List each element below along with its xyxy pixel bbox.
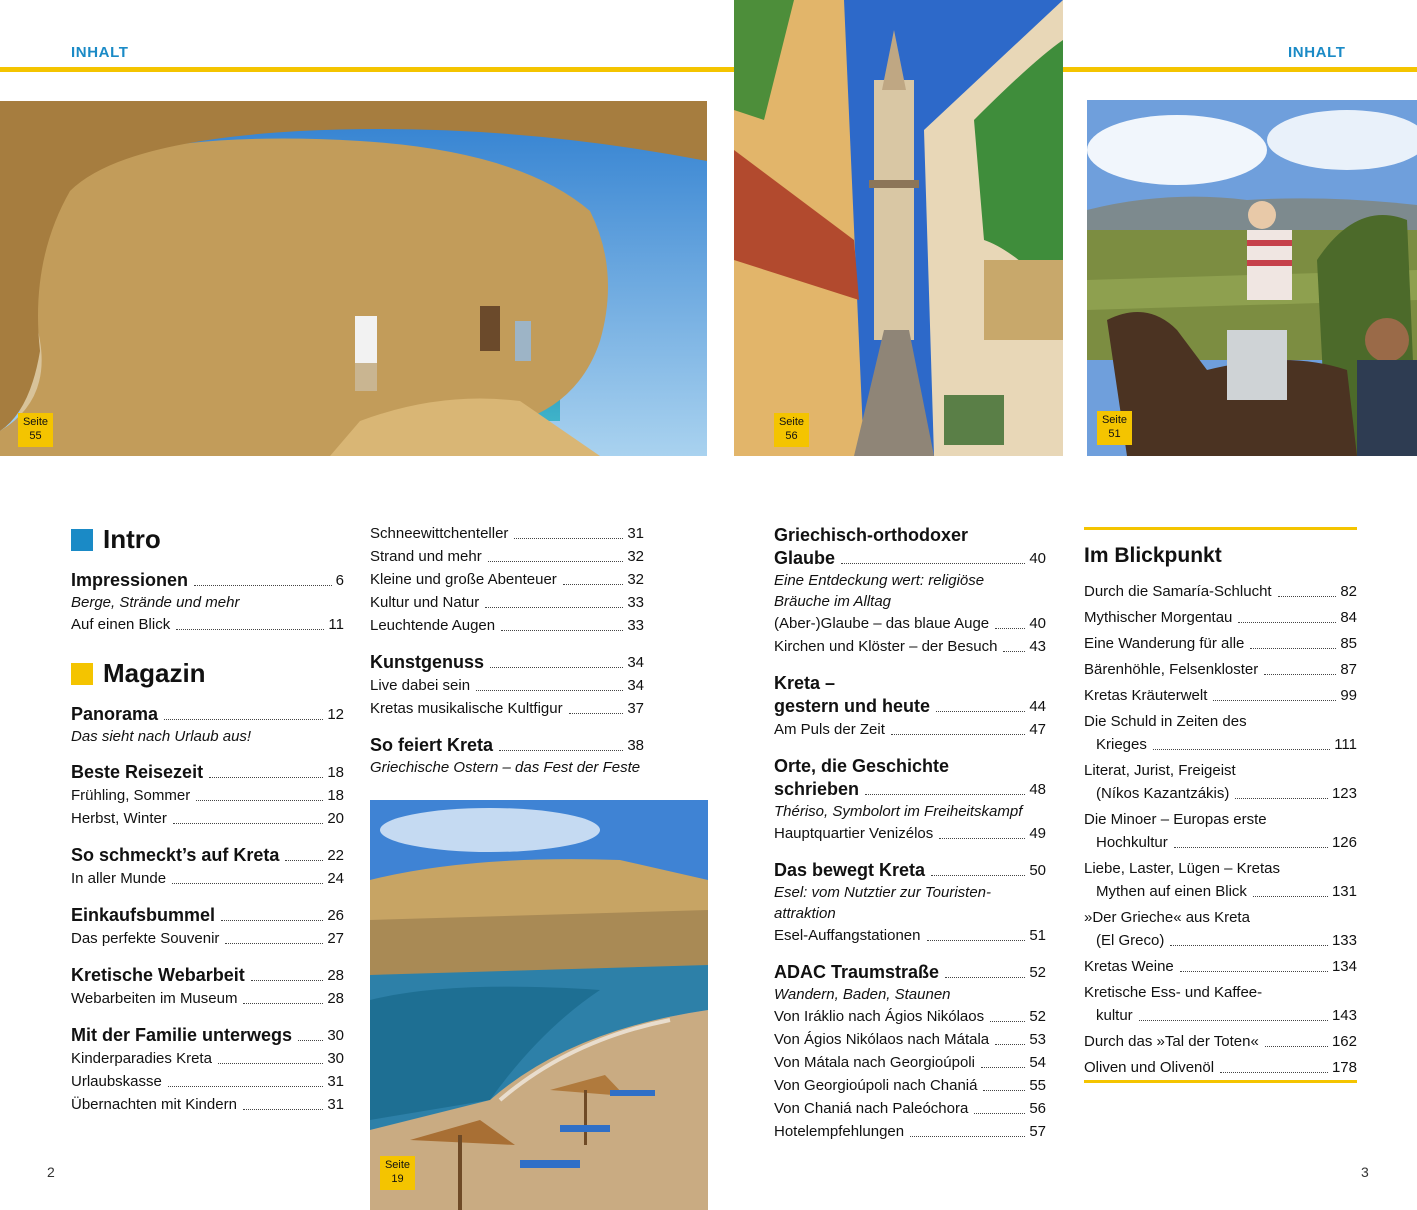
toc-page: 31 — [627, 525, 644, 542]
toc-page: 31 — [327, 1096, 344, 1113]
leader-dots — [490, 667, 623, 668]
toc-label: Oliven und Olivenöl — [1084, 1059, 1215, 1076]
bp-entry-schuld[interactable] — [1084, 733, 1357, 756]
toc-entry-puls[interactable] — [774, 718, 1046, 741]
section-title-magazin: Magazin — [103, 658, 206, 688]
toc-entry-abenteuer[interactable] — [370, 568, 644, 591]
page-tag-word: Seite — [778, 416, 805, 428]
toc-page: 40 — [1029, 550, 1046, 567]
page-tag-55 — [18, 413, 53, 447]
toc-entry-familie[interactable] — [71, 1024, 344, 1047]
toc-label-line1: Kreta – — [774, 673, 836, 693]
leader-dots — [936, 711, 1025, 712]
toc-label: Das bewegt Kreta — [774, 860, 926, 880]
page-tag-word: Seite — [384, 1159, 411, 1171]
toc-page: 28 — [327, 990, 344, 1007]
toc-subtitle: Eine Entdeckung wert: religiöse — [774, 572, 985, 589]
bp-entry-literat[interactable] — [1084, 782, 1357, 805]
toc-entry-route-1[interactable] — [774, 1005, 1046, 1028]
leader-dots — [225, 943, 323, 944]
toc-label: Urlaubskasse — [71, 1073, 162, 1090]
toc-label: Durch die Samaría-Schlucht — [1084, 583, 1272, 600]
toc-label: ADAC Traumstraße — [774, 962, 940, 982]
toc-label: Das perfekte Souvenir — [71, 930, 220, 947]
toc-page: 178 — [1331, 1059, 1357, 1076]
toc-entry-uebernachten[interactable] — [71, 1093, 344, 1116]
photo-beach-illustration — [370, 800, 708, 1210]
toc-page: 32 — [627, 571, 644, 588]
toc-column-2 — [370, 522, 644, 792]
toc-entry-live[interactable] — [370, 674, 644, 697]
toc-label: Hochkultur — [1096, 834, 1168, 851]
toc-label: Kunstgenuss — [370, 652, 485, 672]
toc-label: Strand und mehr — [370, 548, 482, 565]
bp-entry-toten[interactable] — [1084, 1030, 1357, 1053]
toc-page: 30 — [327, 1050, 344, 1067]
photo-cave-beach[interactable] — [0, 101, 707, 456]
toc-group-familie — [71, 1024, 344, 1116]
toc-subtitle: Das sieht nach Urlaub aus! — [71, 728, 252, 745]
leader-dots — [476, 690, 623, 691]
toc-page: 44 — [1029, 698, 1046, 715]
page-tag-number: 56 — [785, 430, 798, 442]
toc-page: 133 — [1331, 932, 1357, 949]
toc-entry-route-2[interactable] — [774, 1028, 1046, 1051]
leader-dots — [865, 794, 1025, 795]
toc-label: kultur — [1096, 1007, 1133, 1024]
toc-entry-kunstgenuss[interactable] — [370, 651, 644, 674]
toc-entry-esel[interactable] — [774, 924, 1046, 947]
toc-group-orte — [774, 755, 1046, 845]
toc-page: 31 — [327, 1073, 344, 1090]
page-tag-word: Seite — [1101, 414, 1128, 426]
bp-label-line1: Liebe, Laster, Lügen – Kretas — [1084, 860, 1280, 877]
leader-dots — [488, 561, 624, 562]
toc-label: Auf einen Blick — [71, 616, 171, 633]
leader-dots — [514, 538, 623, 539]
toc-label: Panorama — [71, 704, 159, 724]
leader-dots — [209, 777, 323, 778]
toc-entry-einkauf[interactable] — [71, 904, 344, 927]
toc-group-impressionen — [71, 569, 344, 636]
toc-label: Kirchen und Klöster – der Besuch — [774, 638, 998, 655]
toc-label: Hauptquartier Venizélos — [774, 825, 934, 842]
toc-label: Mit der Familie unterwegs — [71, 1025, 293, 1045]
toc-label: gestern und heute — [774, 696, 931, 716]
page-tag-51 — [1097, 411, 1132, 445]
leader-dots — [939, 838, 1025, 839]
leader-dots — [221, 920, 323, 921]
toc-page: 37 — [627, 700, 644, 717]
leader-dots — [1278, 596, 1337, 597]
toc-page: 123 — [1331, 785, 1357, 802]
toc-entry-hotel[interactable] — [774, 1120, 1046, 1143]
toc-page: 87 — [1340, 661, 1357, 678]
leader-dots — [298, 1040, 323, 1041]
leader-dots — [1180, 971, 1328, 972]
toc-page: 28 — [327, 967, 344, 984]
leader-dots — [1213, 700, 1336, 701]
photo-chania-street[interactable] — [734, 0, 1063, 456]
leader-dots — [485, 607, 623, 608]
leader-dots — [1170, 945, 1328, 946]
toc-entry-orte[interactable] — [774, 778, 1046, 801]
toc-label-line1: Orte, die Geschichte — [774, 756, 950, 776]
toc-entry-augen[interactable] — [370, 614, 644, 637]
toc-entry-webarbeit[interactable] — [71, 964, 344, 987]
bp-entry-oliven[interactable] — [1084, 1056, 1357, 1079]
page-number-left: 2 — [47, 1164, 55, 1180]
bp-label-line1: Die Minoer – Europas erste — [1084, 811, 1267, 828]
leader-dots — [841, 563, 1025, 564]
toc-group-reisezeit — [71, 761, 344, 830]
toc-label: So feiert Kreta — [370, 735, 494, 755]
bp-entry-minoer[interactable] — [1084, 831, 1357, 854]
leader-dots — [927, 940, 1026, 941]
bp-entry-wanderung[interactable] — [1084, 632, 1357, 655]
page-tag-number: 51 — [1108, 428, 1121, 440]
toc-group-webarbeit — [71, 964, 344, 1010]
leader-dots — [243, 1109, 323, 1110]
bp-label-line1: Literat, Jurist, Freigeist — [1084, 762, 1236, 779]
leader-dots — [1264, 674, 1336, 675]
toc-entry-kreta[interactable] — [774, 695, 1046, 718]
toc-entry-blick[interactable] — [71, 613, 344, 636]
toc-label: Kretas musikalische Kultfigur — [370, 700, 563, 717]
toc-group-einkauf — [71, 904, 344, 950]
leader-dots — [563, 584, 624, 585]
toc-page: 134 — [1331, 958, 1357, 975]
toc-page: 34 — [627, 677, 644, 694]
toc-label: Von Iráklio nach Ágios Nikólaos — [774, 1008, 985, 1025]
leader-dots — [251, 980, 324, 981]
toc-label: Live dabei sein — [370, 677, 471, 694]
toc-label: Kretische Webarbeit — [71, 965, 245, 985]
header-rule-right — [1063, 67, 1417, 72]
toc-page: 43 — [1029, 638, 1046, 655]
bp-entry-baerenhoehle[interactable] — [1084, 658, 1357, 681]
leader-dots — [164, 719, 323, 720]
toc-group-feiert — [370, 734, 644, 778]
running-header-left: INHALT — [71, 44, 129, 61]
bp-entry-greco[interactable] — [1084, 929, 1357, 952]
toc-label: Kinderparadies Kreta — [71, 1050, 212, 1067]
toc-label: Impressionen — [71, 570, 189, 590]
toc-label: Am Puls der Zeit — [774, 721, 885, 738]
toc-label: Mythen auf einen Blick — [1096, 883, 1247, 900]
toc-entry-feiert[interactable] — [370, 734, 644, 757]
toc-page: 50 — [1029, 862, 1046, 879]
toc-entry-kultfigur[interactable] — [370, 697, 644, 720]
toc-entry-schmeckt[interactable] — [71, 844, 344, 867]
toc-entry-hauptquartier[interactable] — [774, 822, 1046, 845]
toc-page: 55 — [1029, 1077, 1046, 1094]
leader-dots — [891, 734, 1025, 735]
toc-page: 33 — [627, 617, 644, 634]
magazin-square-icon — [71, 663, 93, 685]
toc-label: Eine Wanderung für alle — [1084, 635, 1245, 652]
bp-label-line1: Kretische Ess- und Kaffee- — [1084, 984, 1263, 1001]
toc-page: 30 — [327, 1027, 344, 1044]
toc-entry-schneewittchen[interactable] — [370, 522, 644, 545]
page-tag-56 — [774, 413, 809, 447]
leader-dots — [168, 1086, 323, 1087]
toc-page: 40 — [1029, 615, 1046, 632]
toc-group-schmeckt — [71, 844, 344, 890]
bp-label-line1: Die Schuld in Zeiten des — [1084, 713, 1247, 730]
bp-entry-kaffee[interactable] — [1084, 1004, 1357, 1027]
leader-dots — [172, 883, 323, 884]
bp-entry-samaria[interactable] — [1084, 580, 1357, 603]
toc-entry-orthodox[interactable] — [774, 547, 1046, 570]
toc-entry-herbst[interactable] — [71, 807, 344, 830]
leader-dots — [501, 630, 623, 631]
toc-group-schneewittchen — [370, 522, 644, 637]
toc-page: 38 — [627, 737, 644, 754]
toc-page: 84 — [1340, 609, 1357, 626]
toc-page: 131 — [1331, 883, 1357, 900]
leader-dots — [196, 800, 323, 801]
toc-group-adac — [774, 961, 1046, 1143]
toc-entry-kultur[interactable] — [370, 591, 644, 614]
leader-dots — [910, 1136, 1025, 1137]
toc-column-1 — [71, 524, 344, 1130]
toc-entry-munde[interactable] — [71, 867, 344, 890]
leader-dots — [995, 1044, 1025, 1045]
toc-subtitle: Wandern, Baden, Staunen — [774, 986, 951, 1003]
toc-label: Kleine und große Abenteuer — [370, 571, 557, 588]
toc-entry-panorama[interactable] — [71, 703, 344, 726]
page-tag-number: 19 — [391, 1173, 404, 1185]
toc-entry-museum[interactable] — [71, 987, 344, 1010]
toc-subtitle: Griechische Ostern – das Fest der Feste — [370, 759, 641, 776]
toc-entry-route-4[interactable] — [774, 1074, 1046, 1097]
page-tag-19 — [380, 1156, 415, 1190]
toc-label: schrieben — [774, 779, 860, 799]
header-rule-left — [0, 67, 734, 72]
leader-dots — [1153, 749, 1330, 750]
section-magazin — [71, 658, 344, 689]
leader-dots — [990, 1021, 1025, 1022]
toc-entry-urlaubskasse[interactable] — [71, 1070, 344, 1093]
toc-entry-kinderparadies[interactable] — [71, 1047, 344, 1070]
photo-boy-on-donkey[interactable] — [1087, 100, 1417, 456]
leader-dots — [173, 823, 323, 824]
blickpunkt-title: Im Blickpunkt — [1084, 544, 1222, 567]
toc-label: Schneewittchenteller — [370, 525, 509, 542]
toc-label: Glaube — [774, 548, 836, 568]
toc-page: 143 — [1331, 1007, 1357, 1024]
toc-column-3 — [774, 524, 1046, 1157]
toc-entry-route-3[interactable] — [774, 1051, 1046, 1074]
toc-label: In aller Munde — [71, 870, 167, 887]
toc-subtitle: Bräuche im Alltag — [774, 593, 891, 610]
toc-page: 18 — [327, 787, 344, 804]
toc-label: Von Georgioúpoli nach Chaniá — [774, 1077, 978, 1094]
bp-entry-weine[interactable] — [1084, 955, 1357, 978]
toc-label: Esel-Auffangstationen — [774, 927, 921, 944]
toc-page: 20 — [327, 810, 344, 827]
leader-dots — [945, 977, 1025, 978]
toc-label: Bärenhöhle, Felsenkloster — [1084, 661, 1259, 678]
toc-entry-bewegt[interactable] — [774, 859, 1046, 882]
toc-label: Kretas Kräuterwelt — [1084, 687, 1208, 704]
toc-group-bewegt — [774, 859, 1046, 947]
page-number-right: 3 — [1361, 1164, 1369, 1180]
leader-dots — [499, 750, 623, 751]
toc-label: Krieges — [1096, 736, 1147, 753]
leader-dots — [983, 1090, 1025, 1091]
toc-page: 47 — [1029, 721, 1046, 738]
toc-page: 11 — [328, 616, 344, 633]
toc-label: Übernachten mit Kindern — [71, 1096, 237, 1113]
toc-page: 111 — [1334, 736, 1357, 753]
toc-label: Leuchtende Augen — [370, 617, 496, 634]
toc-page: 18 — [327, 764, 344, 781]
toc-subtitle: Berge, Strände und mehr — [71, 594, 240, 611]
bp-entry-kraeuter[interactable] — [1084, 684, 1357, 707]
section-intro — [71, 524, 344, 555]
toc-page: 82 — [1340, 583, 1357, 600]
toc-group-kreta — [774, 672, 1046, 741]
photo-matala-beach[interactable] — [370, 800, 708, 1210]
toc-page: 49 — [1029, 825, 1046, 842]
toc-group-orthodox — [774, 524, 1046, 658]
toc-page: 24 — [327, 870, 344, 887]
toc-page: 54 — [1029, 1054, 1046, 1071]
leader-dots — [981, 1067, 1025, 1068]
toc-label: Von Chaniá nach Paleóchora — [774, 1100, 969, 1117]
photo-street-illustration — [734, 0, 1063, 456]
toc-label: Webarbeiten im Museum — [71, 990, 238, 1007]
toc-page: 34 — [627, 654, 644, 671]
leader-dots — [1220, 1072, 1328, 1073]
section-title-intro: Intro — [103, 524, 161, 554]
leader-dots — [569, 713, 624, 714]
toc-label: (Aber-)Glaube – das blaue Auge — [774, 615, 990, 632]
toc-label: Hotelempfehlungen — [774, 1123, 905, 1140]
toc-page: 12 — [327, 706, 344, 723]
photo-donkey-illustration — [1087, 100, 1417, 456]
toc-label: (El Greco) — [1096, 932, 1165, 949]
leader-dots — [1250, 648, 1336, 649]
bp-label-line1: »Der Grieche« aus Kreta — [1084, 909, 1250, 926]
toc-label: Herbst, Winter — [71, 810, 167, 827]
toc-page: 22 — [327, 847, 344, 864]
toc-page: 85 — [1340, 635, 1357, 652]
toc-label-line1: Griechisch-orthodoxer — [774, 525, 969, 545]
toc-entry-adac[interactable] — [774, 961, 1046, 984]
leader-dots — [176, 629, 324, 630]
toc-page: 52 — [1029, 1008, 1046, 1025]
toc-entry-fruehling[interactable] — [71, 784, 344, 807]
toc-subtitle: Esel: vom Nutztier zur Touristen- — [774, 884, 992, 901]
toc-page: 48 — [1029, 781, 1046, 798]
leader-dots — [194, 585, 332, 586]
toc-page: 53 — [1029, 1031, 1046, 1048]
toc-page: 126 — [1331, 834, 1357, 851]
blickpunkt-box — [1084, 527, 1357, 1082]
toc-entry-kirchen[interactable] — [774, 635, 1046, 658]
toc-entry-auge[interactable] — [774, 612, 1046, 635]
toc-label: Mythischer Morgentau — [1084, 609, 1233, 626]
bp-entry-morgentau[interactable] — [1084, 606, 1357, 629]
leader-dots — [285, 860, 323, 861]
toc-label: Kretas Weine — [1084, 958, 1174, 975]
toc-page: 33 — [627, 594, 644, 611]
toc-group-panorama — [71, 703, 344, 747]
toc-page: 6 — [335, 572, 344, 589]
intro-square-icon — [71, 529, 93, 551]
toc-label: Einkaufsbummel — [71, 905, 216, 925]
toc-label: (Níkos Kazantzákis) — [1096, 785, 1230, 802]
toc-label: Durch das »Tal der Toten« — [1084, 1033, 1259, 1050]
toc-subtitle: attraktion — [774, 905, 836, 922]
bp-entry-liebe[interactable] — [1084, 880, 1357, 903]
leader-dots — [974, 1113, 1025, 1114]
toc-entry-souvenir[interactable] — [71, 927, 344, 950]
toc-page: 52 — [1029, 964, 1046, 981]
toc-entry-route-5[interactable] — [774, 1097, 1046, 1120]
toc-page: 57 — [1029, 1123, 1046, 1140]
toc-entry-strand[interactable] — [370, 545, 644, 568]
toc-entry-impressionen[interactable] — [71, 569, 344, 592]
toc-subtitle: Thériso, Symbolort im Freiheitskampf — [774, 803, 1023, 820]
leader-dots — [1139, 1020, 1328, 1021]
toc-page: 51 — [1029, 927, 1046, 944]
toc-page: 27 — [327, 930, 344, 947]
toc-page: 56 — [1029, 1100, 1046, 1117]
page-tag-word: Seite — [22, 416, 49, 428]
toc-page: 26 — [327, 907, 344, 924]
toc-label: Von Mátala nach Georgioúpoli — [774, 1054, 975, 1071]
toc-label: So schmeckt’s auf Kreta — [71, 845, 280, 865]
leader-dots — [218, 1063, 323, 1064]
leader-dots — [243, 1003, 323, 1004]
leader-dots — [995, 628, 1025, 629]
toc-page: 162 — [1331, 1033, 1357, 1050]
toc-label: Beste Reisezeit — [71, 762, 204, 782]
leader-dots — [931, 875, 1025, 876]
leader-dots — [1253, 896, 1328, 897]
toc-group-kunstgenuss — [370, 651, 644, 720]
leader-dots — [1235, 798, 1328, 799]
leader-dots — [1265, 1046, 1328, 1047]
leader-dots — [1174, 847, 1328, 848]
toc-page: 32 — [627, 548, 644, 565]
leader-dots — [1238, 622, 1336, 623]
toc-page: 99 — [1340, 687, 1357, 704]
running-header-right: INHALT — [1288, 44, 1346, 61]
toc-label: Kultur und Natur — [370, 594, 480, 611]
leader-dots — [1003, 651, 1025, 652]
page-tag-number: 55 — [29, 430, 42, 442]
blickpunkt-bottom-rule — [1084, 1080, 1357, 1083]
photo-cave-illustration — [0, 101, 707, 456]
toc-label: Von Ágios Nikólaos nach Mátala — [774, 1031, 990, 1048]
toc-label: Frühling, Sommer — [71, 787, 191, 804]
toc-entry-reisezeit[interactable] — [71, 761, 344, 784]
